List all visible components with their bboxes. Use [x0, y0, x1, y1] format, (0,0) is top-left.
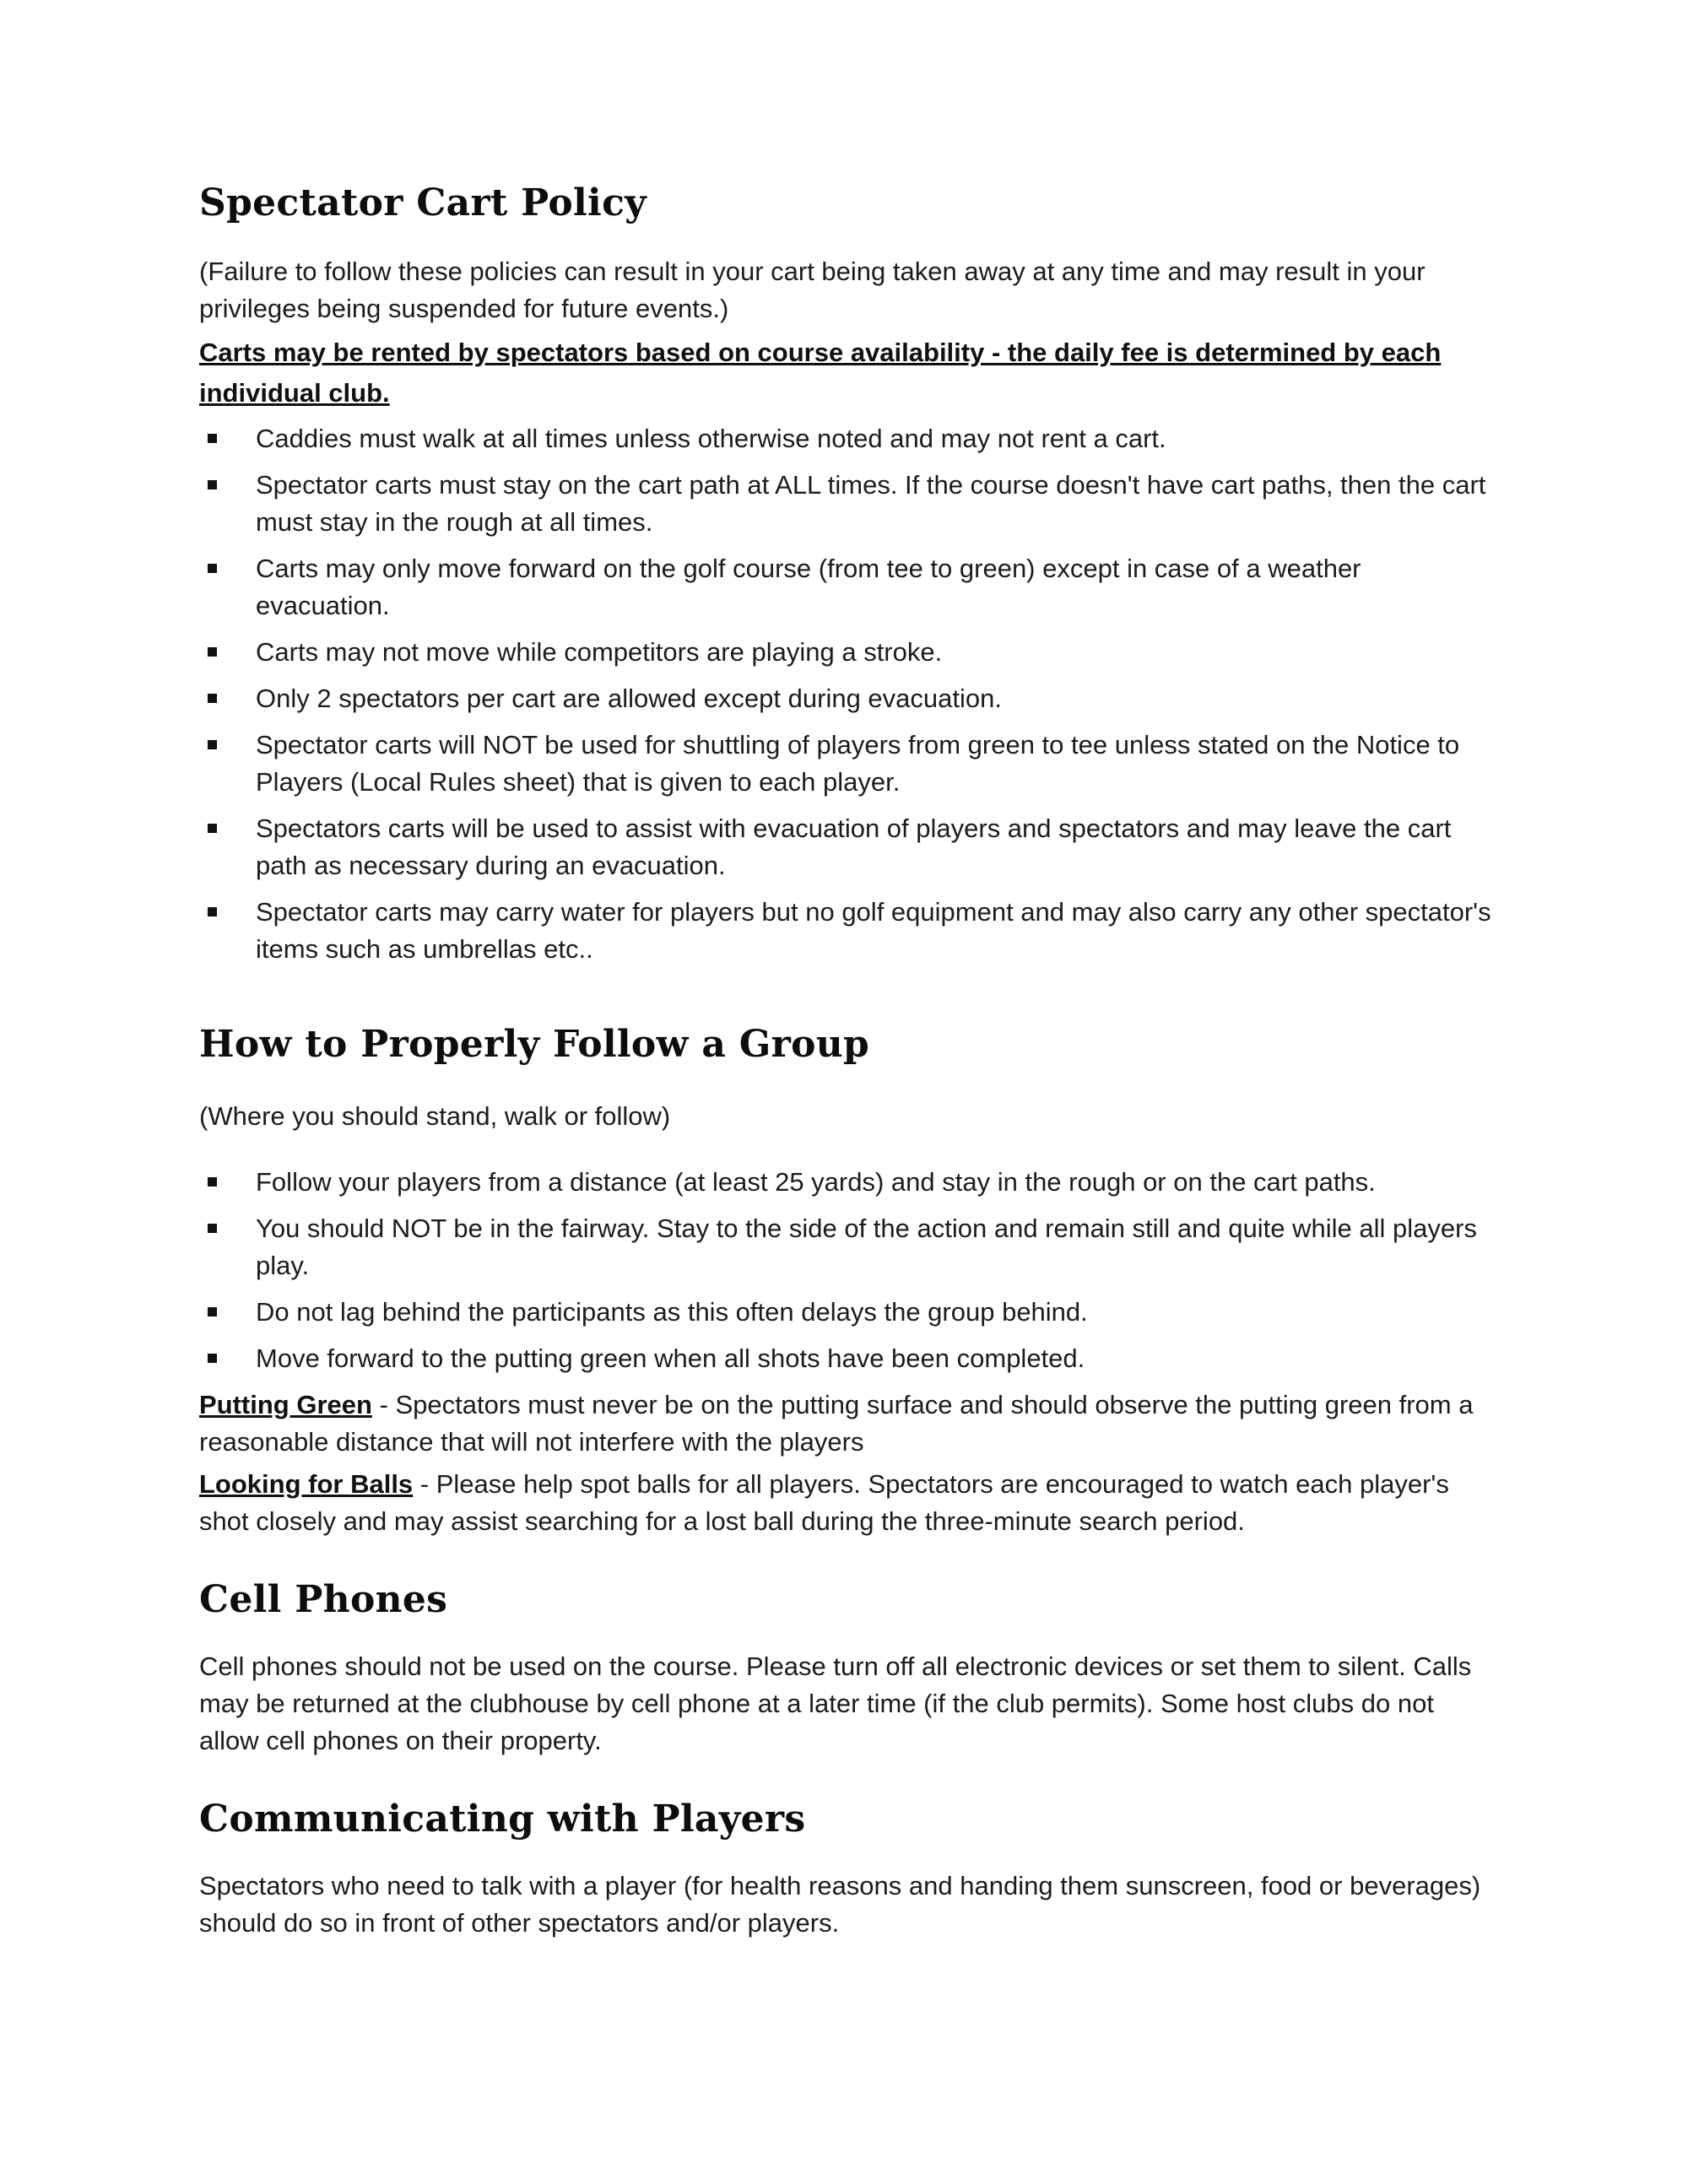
- section-cell-phones: [199, 1577, 1494, 1760]
- follow-group-intro: (Where you should stand, walk or follow): [199, 1101, 671, 1131]
- bullet-text: You should NOT be in the fairway. Stay to the side of the action and remain still and quite while all players play.: [256, 1214, 1477, 1280]
- bullet-item: [208, 420, 1494, 457]
- bullet-text: Do not lag behind the participants as this often delays the group behind.: [256, 1297, 1088, 1327]
- bullet-item: [208, 634, 1494, 671]
- bullet-item: [208, 467, 1494, 541]
- square-bullet-icon: [208, 564, 217, 573]
- communicating-body: Spectators who need to talk with a player (for health reasons and handing them sunscreen, food or beverages) should do so in front of other spectators and/or players.: [199, 1871, 1481, 1938]
- bullet-text: Move forward to the putting green when all shots have been completed.: [256, 1343, 1085, 1373]
- square-bullet-icon: [208, 1177, 217, 1187]
- square-bullet-icon: [208, 694, 217, 703]
- putting-green-text: - Spectators must never be on the putting surface and should observe the putting green from a reasonable distance that will not interfere with the players: [199, 1390, 1474, 1457]
- bullet-text: Carts may not move while competitors are playing a stroke.: [256, 637, 943, 667]
- bullet-text: Spectator carts must stay on the cart path at ALL times. If the course doesn't have cart paths, then the cart must stay in the rough at all times.: [256, 470, 1486, 537]
- cart-rental-note: Carts may be rented by spectators based on course availability - the daily fee is determined by each individual club.: [199, 338, 1442, 408]
- bullet-text: Follow your players from a distance (at least 25 yards) and stay in the rough or on the cart paths.: [256, 1167, 1376, 1197]
- square-bullet-icon: [208, 1307, 217, 1316]
- looking-for-balls-label: Looking for Balls: [199, 1469, 414, 1499]
- bullet-item: [208, 810, 1494, 884]
- bullet-text: Spectator carts will NOT be used for shuttling of players from green to tee unless stated on the Notice to Players (Local Rules sheet) that is given to each player.: [256, 730, 1460, 797]
- putting-green-label: Putting Green: [199, 1390, 372, 1419]
- section-communicating: [199, 1797, 1494, 1942]
- bullet-item: [208, 727, 1494, 801]
- bullet-text: Spectators carts will be used to assist with evacuation of players and spectators and may leave the cart path as necessary during an evacuation.: [256, 814, 1452, 880]
- putting-green-note: [199, 1387, 1494, 1461]
- looking-for-balls-note: [199, 1466, 1494, 1540]
- bullet-item: [208, 1164, 1494, 1201]
- bullet-item: [208, 680, 1494, 717]
- section-follow-group: [199, 1022, 1494, 1540]
- square-bullet-icon: [208, 1224, 217, 1233]
- bullet-item: [208, 550, 1494, 624]
- bullet-text: Only 2 spectators per cart are allowed except during evacuation.: [256, 684, 1002, 713]
- bullet-item: [208, 1294, 1494, 1331]
- heading-communicating-with-players: Communicating with Players: [199, 1797, 806, 1841]
- bullet-item: [208, 1340, 1494, 1377]
- section-cart-policy: [199, 181, 1494, 968]
- square-bullet-icon: [208, 824, 217, 833]
- looking-for-balls-text: - Please help spot balls for all players. Spectators are encouraged to watch each player's shot closely and may assist searching for a lost ball during the three-minute search period.: [199, 1469, 1449, 1536]
- bullet-item: [208, 1210, 1494, 1284]
- cell-phones-body: Cell phones should not be used on the course. Please turn off all electronic devices or set them to silent. Calls may be returned at the clubhouse by cell phone at a later time (if the club permits). Some host clubs do not allow cell phones on their property.: [199, 1652, 1472, 1755]
- heading-cell-phones: Cell Phones: [199, 1578, 448, 1621]
- bullet-text: Spectator carts may carry water for players but no golf equipment and may also carry any other spectator's items such as umbrellas etc..: [256, 897, 1491, 964]
- square-bullet-icon: [208, 480, 217, 489]
- cart-policy-intro: (Failure to follow these policies can result in your cart being taken away at any time and may result in your privileges being suspended for future events.): [199, 257, 1426, 323]
- heading-follow-group: How to Properly Follow a Group: [199, 1023, 870, 1066]
- square-bullet-icon: [208, 434, 217, 443]
- square-bullet-icon: [208, 1354, 217, 1363]
- bullet-text: Caddies must walk at all times unless otherwise noted and may not rent a cart.: [256, 424, 1166, 453]
- square-bullet-icon: [208, 740, 217, 749]
- follow-group-bullet-list: [199, 1164, 1494, 1377]
- bullet-text: Carts may only move forward on the golf course (from tee to green) except in case of a weather evacuation.: [256, 554, 1361, 620]
- cart-policy-bullet-list: [199, 420, 1494, 968]
- square-bullet-icon: [208, 907, 217, 916]
- square-bullet-icon: [208, 647, 217, 657]
- bullet-item: [208, 894, 1494, 968]
- heading-spectator-cart-policy: Spectator Cart Policy: [199, 181, 647, 224]
